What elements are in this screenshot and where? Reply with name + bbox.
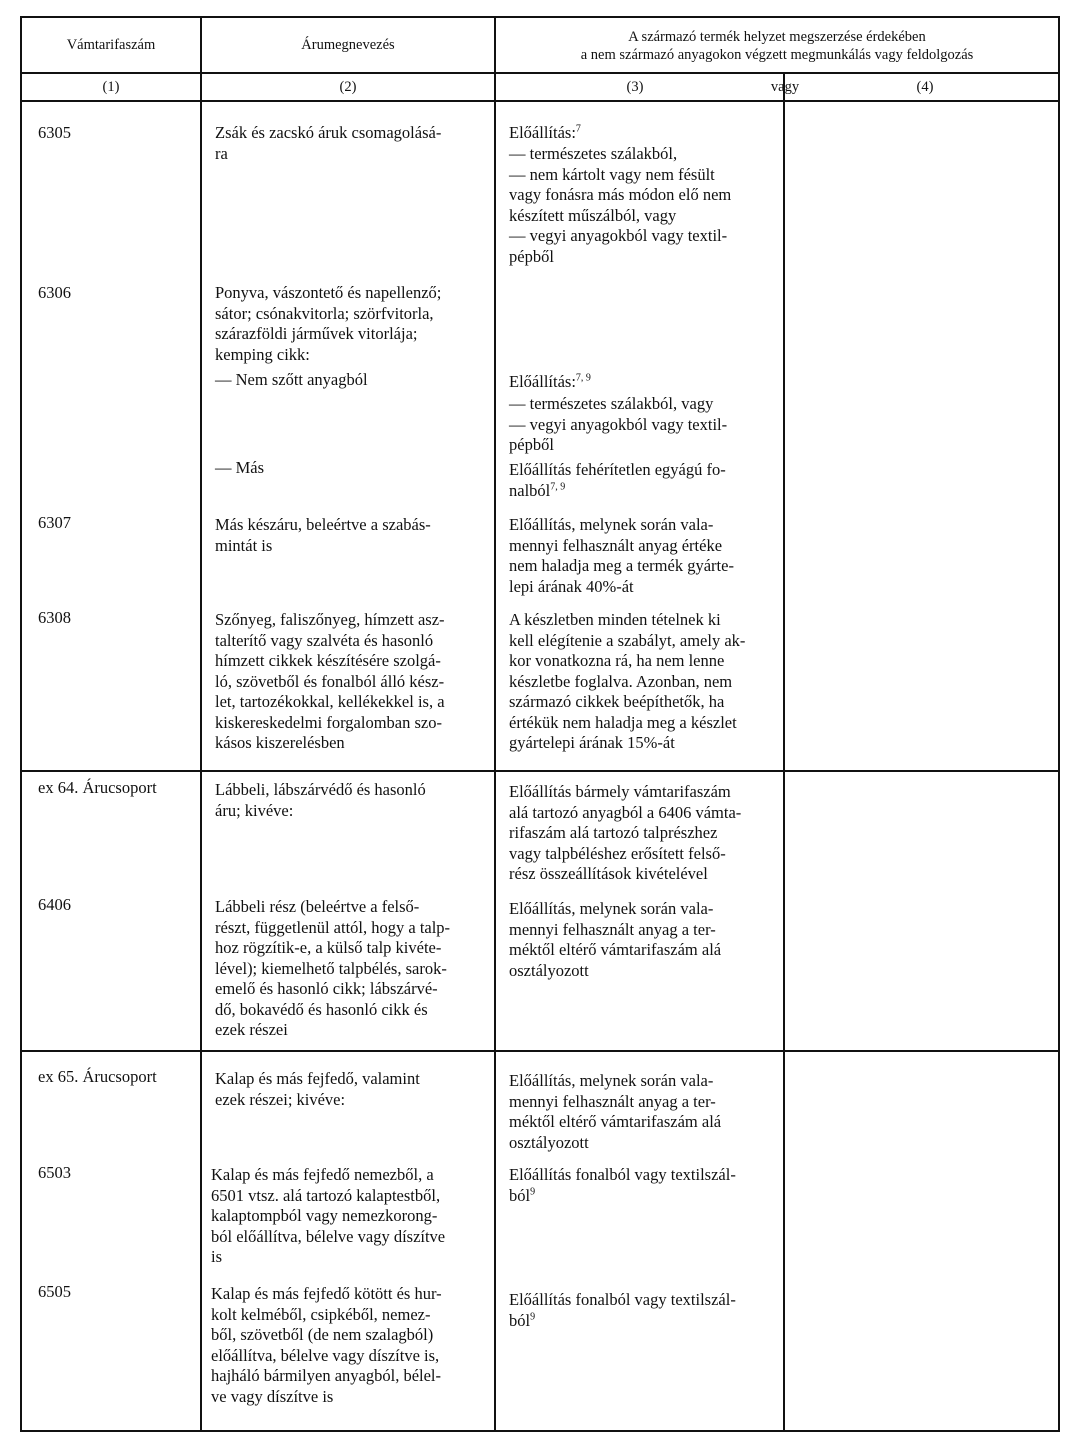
row-6306b-proc: Előállítás fehérítetlen egyágú fo- nalból$^{7, 9}$ (509, 460, 726, 500)
row-6307-proc: Előállítás, melynek során vala- mennyi felhasznált anyag értéke nem haladja meg a termék gyárte- lepi árának 40%-át (509, 515, 734, 596)
header-vagy: vagy (770, 79, 800, 95)
row-ex65-proc: Előállítás, melynek során vala- mennyi felhasznált anyag a ter- méktől eltérő vámtarifaszám alá osztályozott (509, 1071, 722, 1152)
row-ex65-code: ex 65. Árucsoport (38, 1067, 157, 1086)
row-6306-desc: Ponyva, vászontető és napellenző; sátor; csónakvitorla; szörfvitorla, szárazföldi járművek vitorlája; kemping cikk: (215, 283, 442, 364)
number-row-divider (20, 100, 1060, 102)
row-6308-desc: Szőnyeg, faliszőnyeg, hímzett asz- talterítő vagy szalvéta és hasonló hímzett cikkek készítésére szolgá- ló, szövetből és fonalból álló kész- let, tartozékokkal, kellékekkel is, a kiskereskedelmi forgalomban szo- kásos kiszerelésben (215, 610, 445, 752)
row-6305-desc: Zsák és zacskó áruk csomagolásá- ra (215, 123, 442, 163)
row-6308-proc: A készletben minden tételnek ki kell elégítenie a szabályt, amely ak- kor vonatkozna rá, ha nem lenne készletbe foglalva. Azonban, nem származó cikkek beépíthetők, ha értékük nem haladja meg a készlet gyártelepi árának 15%-át (509, 610, 746, 752)
row-6505-proc: Előállítás fonalból vagy textilszál- ból$^9$ (509, 1290, 736, 1330)
row-6306-code: 6306 (38, 283, 71, 302)
row-6306a-desc: — Nem szőtt anyagból (215, 370, 368, 389)
row-6503-code: 6503 (38, 1163, 71, 1182)
row-6406-desc: Lábbeli rész (beleértve a felső- részt, függetlenül attól, hogy a talp- hoz rögzítik-e, a külső talp kivéte- lével); kiemelhető talpbélés, sarok- emelő és hasonló cikk; lábszárvé- dő, bokavédő és hasonló cikk és ezek részei (215, 897, 451, 1039)
section-divider-65 (20, 1050, 1060, 1052)
col3-divider (783, 72, 785, 1431)
header-num1: (1) (102, 79, 120, 95)
header-num3: (3) (626, 79, 644, 95)
table-left-border (20, 16, 22, 1431)
row-6306a-proc: — természetes szálakból, vagy — vegyi anyagokból vagy textil- pépből (509, 394, 728, 454)
row-6503-proc: Előállítás fonalból vagy textilszál- ból$^9$ (509, 1165, 736, 1205)
row-6505-code: 6505 (38, 1282, 71, 1301)
col2-divider (494, 16, 496, 1431)
row-6406-proc: Előállítás, melynek során vala- mennyi felhasznált anyag a ter- méktől eltérő vámtarifaszám alá osztályozott (509, 899, 722, 980)
row-ex64-proc: Előállítás bármely vámtarifaszám alá tartozó anyagból a 6406 vámta- rifaszám alá tartozó talprészhez vagy talpbéléshez erősített felső- rész összeállítások kivételével (509, 782, 742, 883)
table-top-border (20, 16, 1060, 18)
row-6305-code: 6305 (38, 123, 71, 142)
row-6306a-proc-head: Előállítás:$^{7, 9}$ (509, 372, 591, 391)
table-right-border (1058, 16, 1060, 1431)
row-ex65-desc: Kalap és más fejfedő, valamint ezek részei; kivéve: (215, 1069, 420, 1109)
header-col1: Vámtarifaszám (66, 37, 156, 53)
header-num4: (4) (916, 79, 934, 95)
row-6406-code: 6406 (38, 895, 71, 914)
row-ex64-desc: Lábbeli, lábszárvédő és hasonló áru; kivéve: (215, 780, 426, 820)
row-ex64-code: ex 64. Árucsoport (38, 778, 157, 797)
header-col2: Árumegnevezés (301, 37, 395, 53)
row-6505-desc: Kalap és más fejfedő kötött és hur- kolt kelméből, csipkéből, nemez- ből, szövetből (de nem szalagból) előállítva, bélelve vagy díszítve is, hajháló bármilyen anyagból, bélel- ve vagy díszítve is (211, 1284, 442, 1406)
row-6306b-desc: — Más (215, 458, 265, 477)
row-6308-code: 6308 (38, 608, 71, 627)
row-6305-proc-head: Előállítás:$^7$ (509, 123, 581, 142)
row-6307-code: 6307 (38, 513, 71, 532)
header-divider (20, 72, 1060, 74)
row-6503-desc: Kalap és más fejfedő nemezből, a 6501 vtsz. alá tartozó kalaptestből, kalaptompból vagy nemezkorong- ból előállítva, bélelve vagy díszítve is (211, 1165, 446, 1266)
header-col34: A származó termék helyzet megszerzése érdekében a nem származó anyagokon végzett megmunkálás vagy feldolgozás (580, 29, 974, 63)
section-divider-64 (20, 770, 1060, 772)
header-num2: (2) (339, 79, 357, 95)
table-bottom-border (20, 1430, 1060, 1432)
row-6305-proc: — természetes szálakból, — nem kártolt vagy nem fésült vagy fonásra más módon elő nem készített műszálból, vagy — vegyi anyagokból vagy textil- pépből (509, 144, 732, 266)
row-6307-desc: Más készáru, beleértve a szabás- mintát is (215, 515, 431, 555)
col1-divider (200, 16, 202, 1431)
